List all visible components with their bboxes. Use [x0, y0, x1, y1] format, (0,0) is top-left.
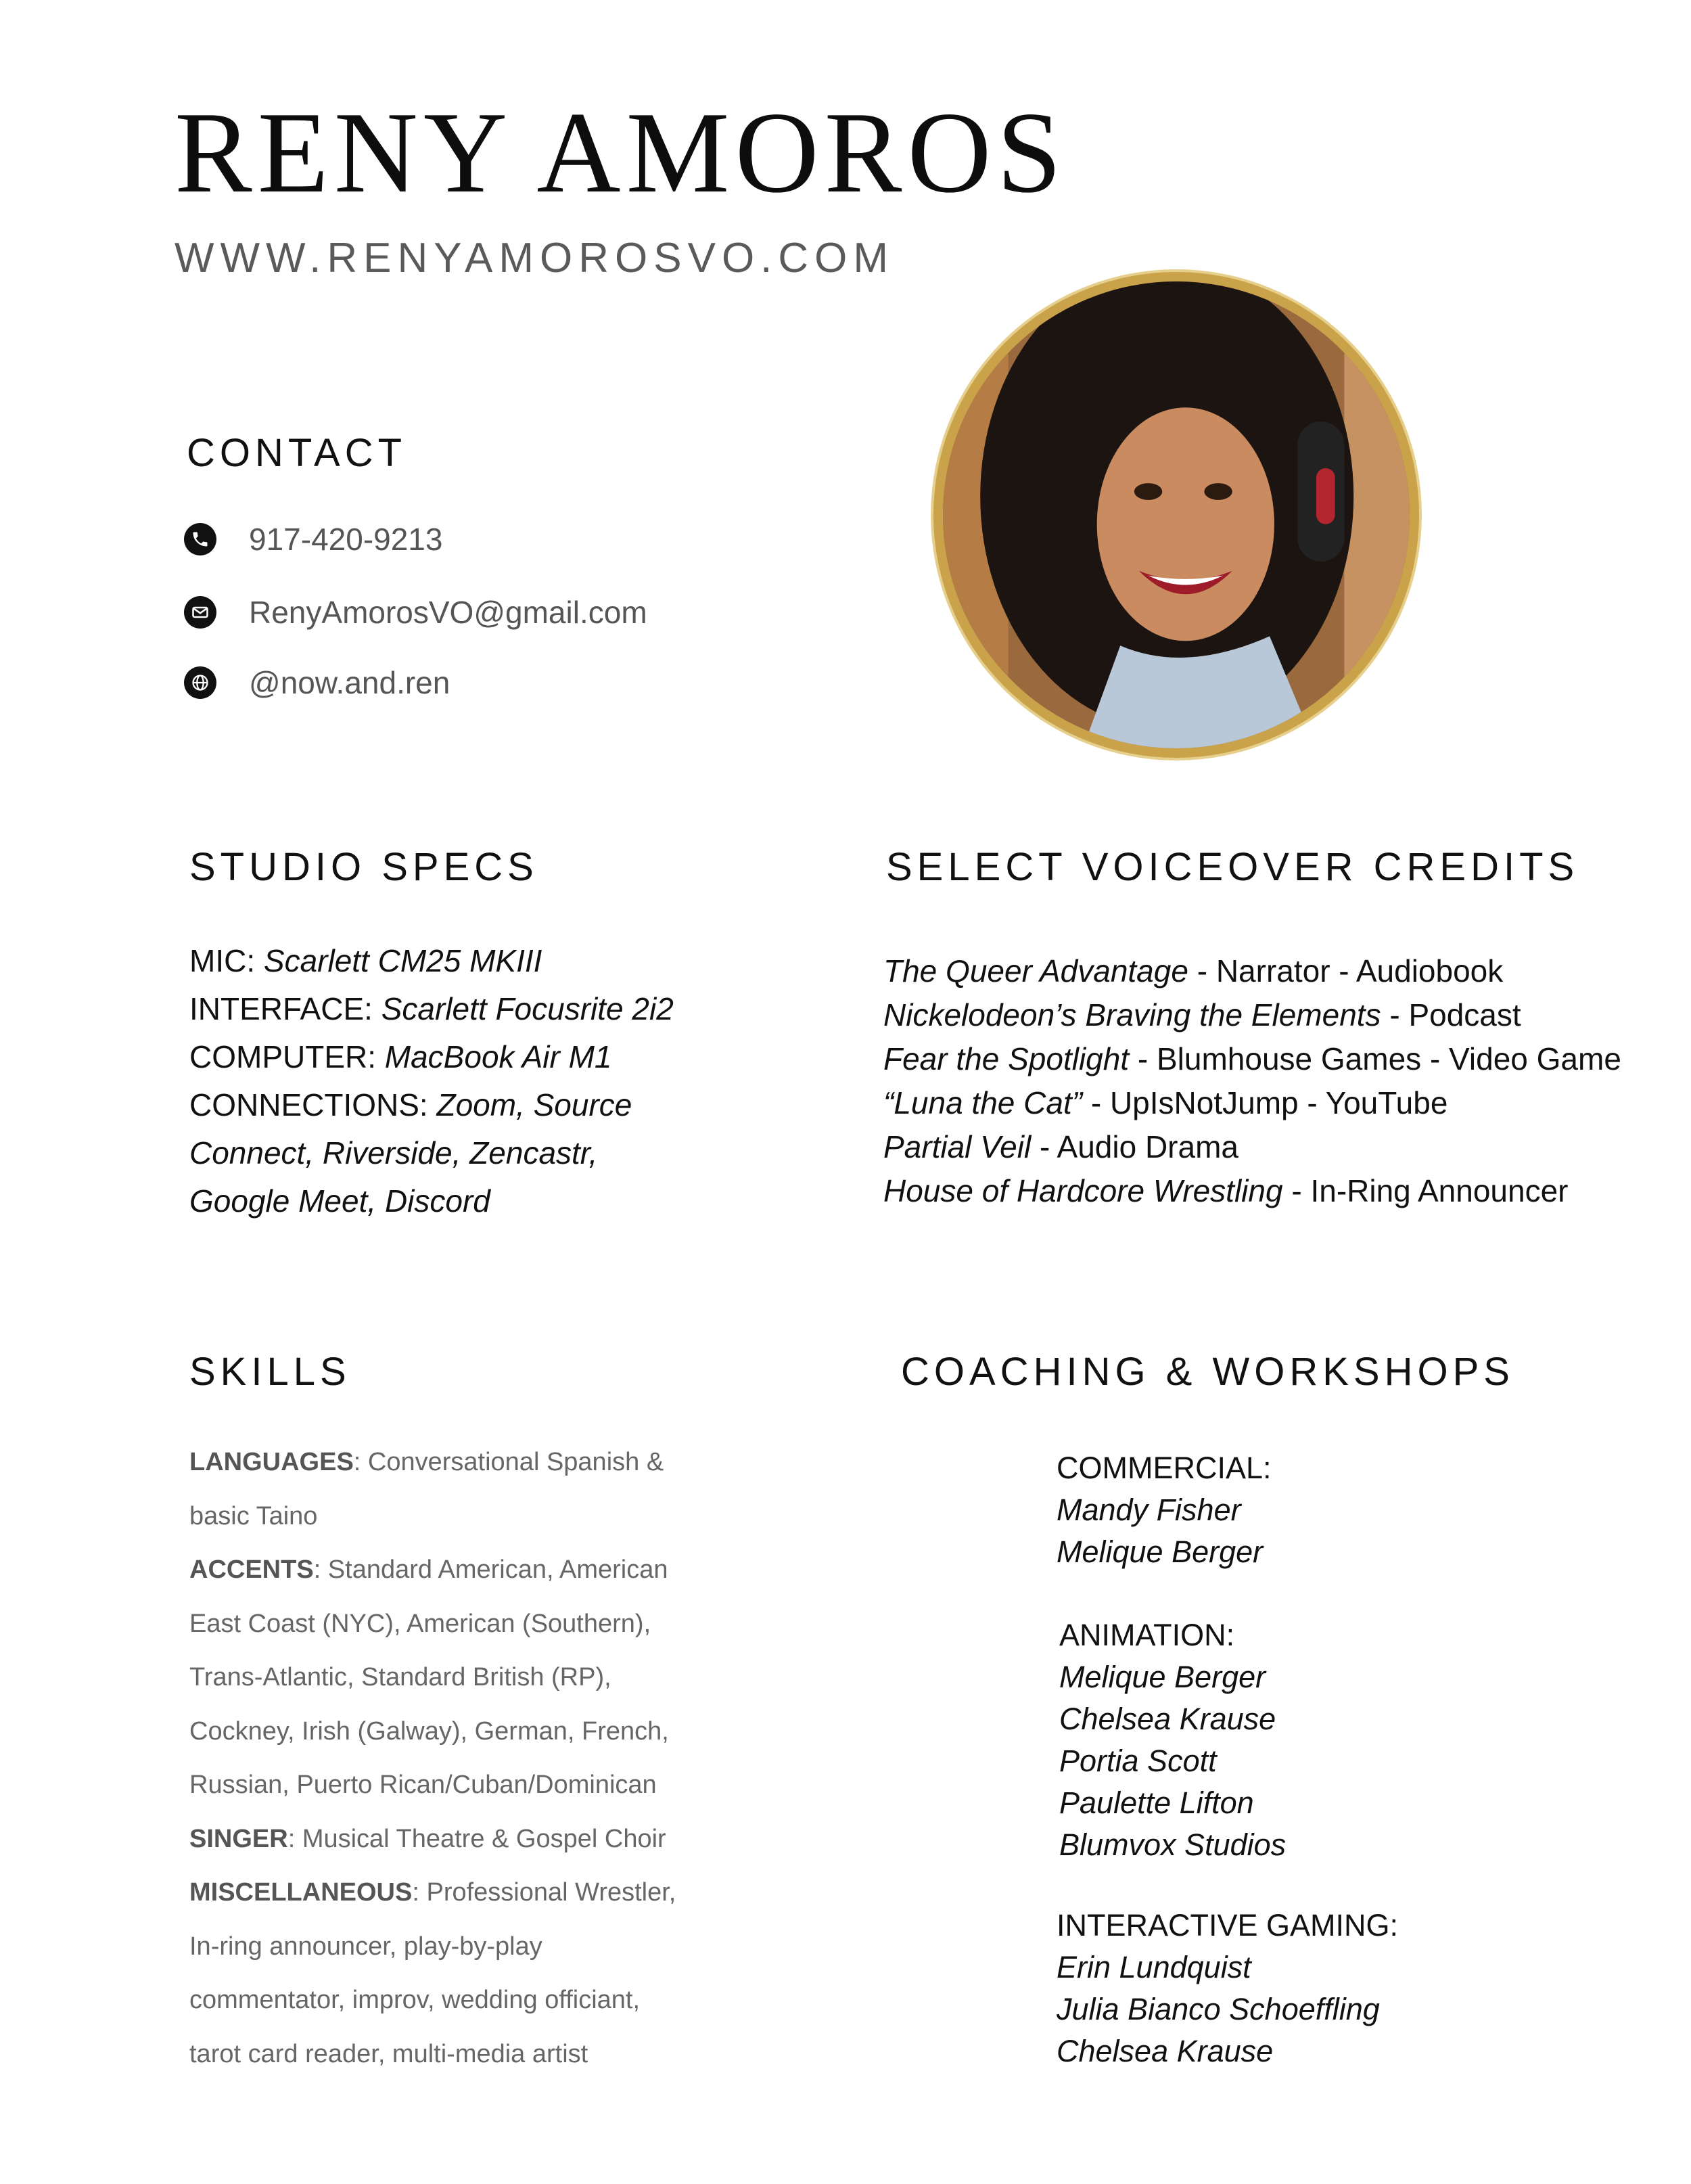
coaching-heading: COACHING & WORKSHOPS — [901, 1350, 1514, 1394]
spec-line: CONNECTIONS: Zoom, Source — [189, 1087, 632, 1122]
coach-name: Melique Berger — [1059, 1660, 1266, 1694]
coach-name: Erin Lundquist — [1057, 1950, 1251, 1984]
credit-line: Nickelodeon’s Braving the Elements - Podcast — [883, 997, 1521, 1032]
email-address: RenyAmorosVO@gmail.com — [249, 595, 647, 630]
credit-line: Partial Veil - Audio Drama — [883, 1129, 1238, 1164]
credit-line: House of Hardcore Wrestling - In-Ring Announcer — [883, 1173, 1569, 1208]
spec-line: COMPUTER: MacBook Air M1 — [189, 1039, 612, 1074]
resume-name: RENY AMOROS — [175, 89, 1067, 217]
coach-name: Portia Scott — [1059, 1744, 1217, 1778]
contact-social[interactable] — [184, 664, 450, 701]
skill-item: ACCENTS: Standard American, American East Coast (NYC), American (Southern), Trans-Atlantic, Standard British (RP), Cockney, Irish (Galway), German, French, Russian, Puerto Rican/Cuban/Dominican — [189, 1555, 669, 1799]
studio-specs-list — [189, 937, 674, 1225]
coach-name: Mandy Fisher — [1057, 1493, 1241, 1527]
contact-phone[interactable] — [184, 521, 442, 558]
credit-line: “Luna the Cat” - UpIsNotJump - YouTube — [883, 1085, 1448, 1120]
spec-line: Google Meet, Discord — [189, 1183, 490, 1219]
coaching-group-animation — [1059, 1614, 1286, 1866]
coach-name: Melique Berger — [1057, 1534, 1264, 1569]
coaching-group-commercial — [1057, 1447, 1272, 1573]
headshot-photo — [943, 281, 1410, 748]
coaching-category: INTERACTIVE GAMING: — [1057, 1908, 1399, 1942]
coaching-category: ANIMATION: — [1059, 1618, 1235, 1652]
credits-heading: SELECT VOICEOVER CREDITS — [886, 845, 1579, 889]
contact-email[interactable] — [184, 594, 647, 631]
credits-list — [883, 949, 1621, 1213]
credit-line: Fear the Spotlight - Blumhouse Games - Video Game — [883, 1041, 1621, 1076]
skill-item: MISCELLANEOUS: Professional Wrestler, In-ring announcer, play-by-play commentator, improv, wedding officiant, tarot card reader, multi-media artist — [189, 1878, 676, 2068]
coach-name: Julia Bianco Schoeffling — [1057, 1992, 1380, 2026]
phone-icon — [184, 523, 216, 555]
website-link[interactable]: WWW.RENYAMOROSVO.COM — [175, 235, 895, 281]
studio-specs-heading: STUDIO SPECS — [189, 845, 538, 889]
credit-line: The Queer Advantage - Narrator - Audiobook — [883, 953, 1504, 988]
spec-line: MIC: Scarlett CM25 MKIII — [189, 943, 542, 978]
coaching-group-gaming — [1057, 1905, 1398, 2072]
skills-list — [189, 1436, 676, 2081]
globe-icon — [184, 666, 216, 699]
email-icon — [184, 596, 216, 629]
contact-heading: CONTACT — [187, 431, 407, 475]
skill-item: SINGER: Musical Theatre & Gospel Choir — [189, 1824, 666, 1853]
social-handle: @now.and.ren — [249, 665, 450, 700]
coach-name: Chelsea Krause — [1057, 2034, 1274, 2068]
coaching-category: COMMERCIAL: — [1057, 1451, 1272, 1485]
skill-item: LANGUAGES: Conversational Spanish & basic Taino — [189, 1448, 664, 1530]
coach-name: Paulette Lifton — [1059, 1785, 1254, 1820]
skills-heading: SKILLS — [189, 1350, 351, 1394]
spec-line: INTERFACE: Scarlett Focusrite 2i2 — [189, 991, 674, 1026]
coach-name: Chelsea Krause — [1059, 1702, 1276, 1736]
coach-name: Blumvox Studios — [1059, 1827, 1287, 1862]
spec-line: Connect, Riverside, Zencastr, — [189, 1135, 598, 1170]
phone-number: 917-420-9213 — [249, 522, 443, 557]
